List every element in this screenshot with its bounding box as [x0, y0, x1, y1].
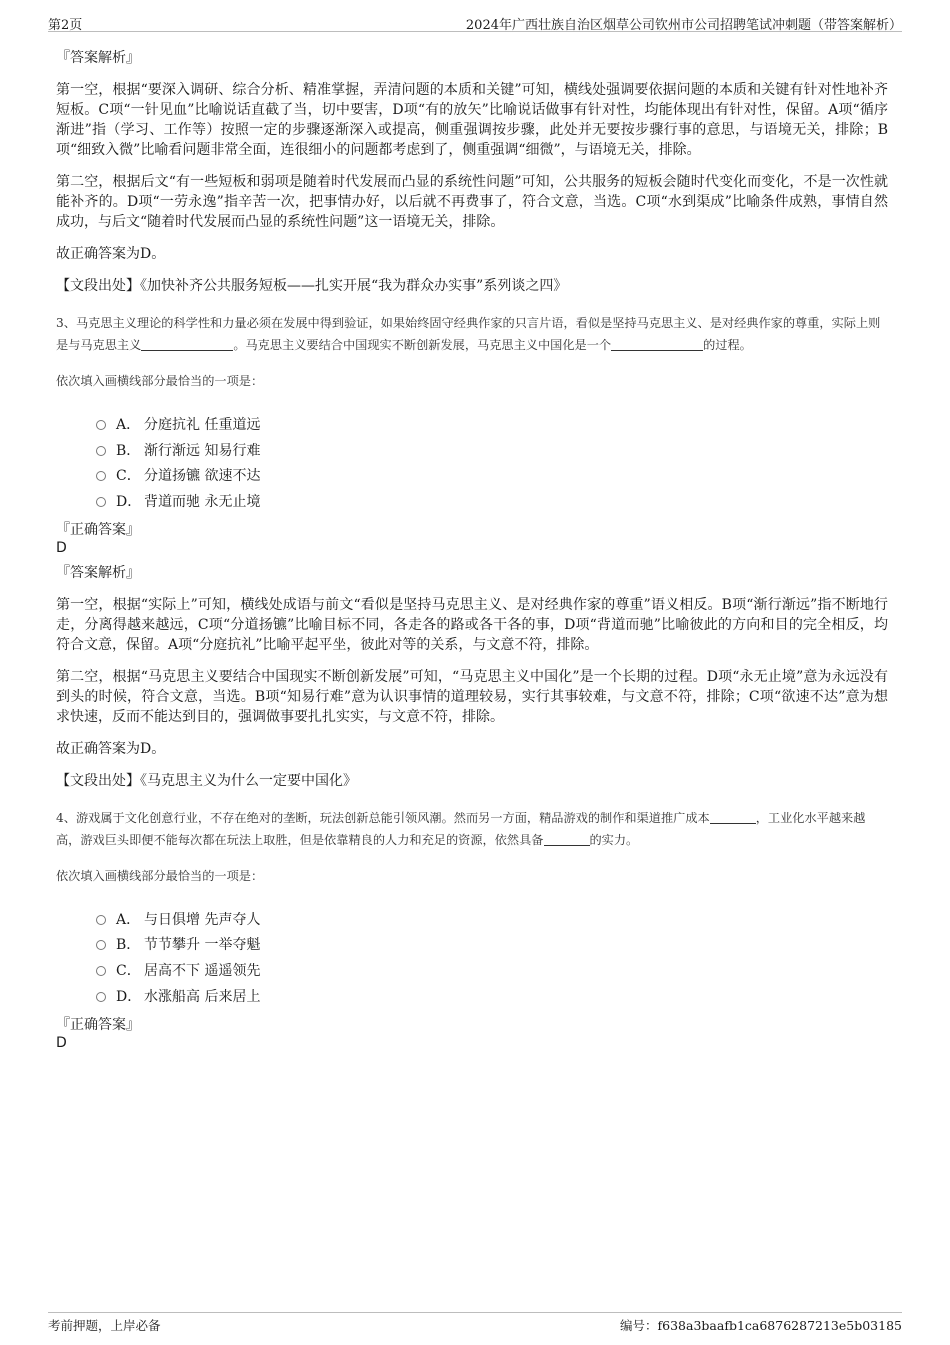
radio-icon[interactable]	[96, 497, 106, 507]
fill-blank	[141, 337, 233, 351]
fill-blank	[611, 337, 703, 351]
radio-icon[interactable]	[96, 992, 106, 1002]
analysis-paragraph: 第二空，根据后文“有一些短板和弱项是随着时代发展而凸显的系统性问题”可知，公共服务的短板会随时代变化而变化，不是一次性就能补齐的。D项“一劳永逸”指辛苦一次，把事情办好，以后就不再费事了，符合文意，当选。C项“水到渠成”比喻条件成熟，事情自然成功，与后文“随着时代发展而凸显的系统性问题”这一语境无关，排除。	[56, 174, 888, 230]
option-c[interactable]: C． 分道扬镳 欲速不达	[96, 463, 888, 489]
option-b[interactable]: B． 渐行渐远 知易行难	[96, 438, 888, 464]
fill-blank	[710, 810, 756, 824]
analysis-tag: 『答案解析』	[56, 564, 140, 581]
option-c[interactable]: C． 居高不下 遥遥领先	[96, 958, 888, 984]
final-answer-text: 故正确答案为D。	[56, 246, 166, 262]
document-id: 编号：f638a3baafb1ca6876287213e5b03185	[620, 1318, 902, 1333]
page-footer	[48, 1312, 902, 1332]
option-d[interactable]: D． 背道而驰 永无止境	[96, 489, 888, 515]
footer-slogan: 考前押题，上岸必备	[48, 1318, 161, 1333]
radio-icon[interactable]	[96, 446, 106, 456]
final-answer-text: 故正确答案为D。	[56, 740, 166, 757]
analysis-paragraph: 第一空，根据“实际上”可知，横线处成语与前文“看似是坚持马克思主义、是对经典作家的尊重”语义相反。B项“渐行渐远”指不断地行走，分离得越来越远，C项“分道扬镳”比喻目标不同，各走各的路或各干各的事，D项“背道而驰”比喻彼此的方向和目的完全相反，均符合文意，保留。A项“分庭抗礼”比喻平起平坐，彼此对等的关系，与文意不符，排除。	[56, 596, 888, 653]
option-b[interactable]: B． 节节攀升 一举夺魁	[96, 932, 888, 958]
page-header	[48, 12, 902, 32]
page-number: 第2页	[48, 18, 83, 33]
question-4-stem: 4、游戏属于文化创意行业，不存在绝对的垄断，玩法创新总能引领风潮。然而另一方面，精品游戏的制作和渠道推广成本 ，工业化水平越来越高，游戏巨头即便不能每次都在玩法上取胜，但是依靠精良的人力和充足的资源，依然具备 的实力。	[56, 810, 866, 847]
analysis-paragraph: 第二空，根据“马克思主义要结合中国现实不断创新发展”可知，“马克思主义中国化”是一个长期的过程。D项“永无止境”意为永远没有到头的时候，符合文意，当选。B项“知易行难”意为认识事情的道理较易，实行其事较难，与文意不符，排除；C项“欲速不达”意为想求快速，反而不能达到目的，强调做事要扎扎实实，与文意不符，排除。	[56, 668, 888, 725]
option-a[interactable]: A． 分庭抗礼 任重道远	[96, 412, 888, 438]
radio-icon[interactable]	[96, 915, 106, 925]
question-3-stem: 3、马克思主义理论的科学性和力量必须在发展中得到验证，如果始终固守经典作家的只言片语，看似是坚持马克思主义、是对经典作家的尊重，实际上则是与马克思主义 。马克思主义要结合中国现实不断创新发展，马克思主义中国化是一个 的过程。	[56, 316, 881, 352]
question-4-options	[96, 907, 888, 1010]
correct-answer: D	[56, 539, 67, 556]
analysis-paragraph: 第一空，根据“要深入调研、综合分析、精准掌握，弄清问题的本质和关键”可知，横线处强调要依据问题的本质和关键有针对性地补齐短板。C项“一针见血”比喻说话直截了当，切中要害，D项“有的放矢”比喻说话做事有针对性，均能体现出有针对性，保留。A项“循序渐进”指（学习、工作等）按照一定的步骤逐渐深入或提高，侧重强调按步骤，此处并无要按步骤行事的意思，与语境无关，排除；B项“细致入微”比喻看问题非常全面，连很细小的问题都考虑到了，侧重强调“细微”，与语境无关，排除。	[56, 82, 888, 158]
fill-blank	[544, 832, 590, 846]
option-d[interactable]: D． 水涨船高 后来居上	[96, 984, 888, 1010]
page-content	[56, 48, 888, 1058]
correct-answer: D	[56, 1034, 67, 1051]
option-a[interactable]: A． 与日俱增 先声夺人	[96, 907, 888, 933]
source-citation: 【文段出处】《加快补齐公共服务短板——扎实开展“我为群众办实事”系列谈之四》	[56, 278, 568, 294]
analysis-tag: 『答案解析』	[56, 50, 140, 66]
question-prompt: 依次填入画横线部分最恰当的一项是：	[56, 374, 264, 388]
question-prompt: 依次填入画横线部分最恰当的一项是：	[56, 868, 264, 883]
question-3-options	[96, 412, 888, 515]
radio-icon[interactable]	[96, 420, 106, 430]
document-title: 2024年广西壮族自治区烟草公司钦州市公司招聘笔试冲刺题（带答案解析）	[465, 18, 902, 33]
source-citation: 【文段出处】《马克思主义为什么一定要中国化》	[56, 772, 357, 789]
radio-icon[interactable]	[96, 471, 106, 481]
correct-answer-tag: 『正确答案』	[56, 1016, 140, 1033]
radio-icon[interactable]	[96, 966, 106, 976]
correct-answer-tag: 『正确答案』	[56, 521, 140, 538]
radio-icon[interactable]	[96, 940, 106, 950]
